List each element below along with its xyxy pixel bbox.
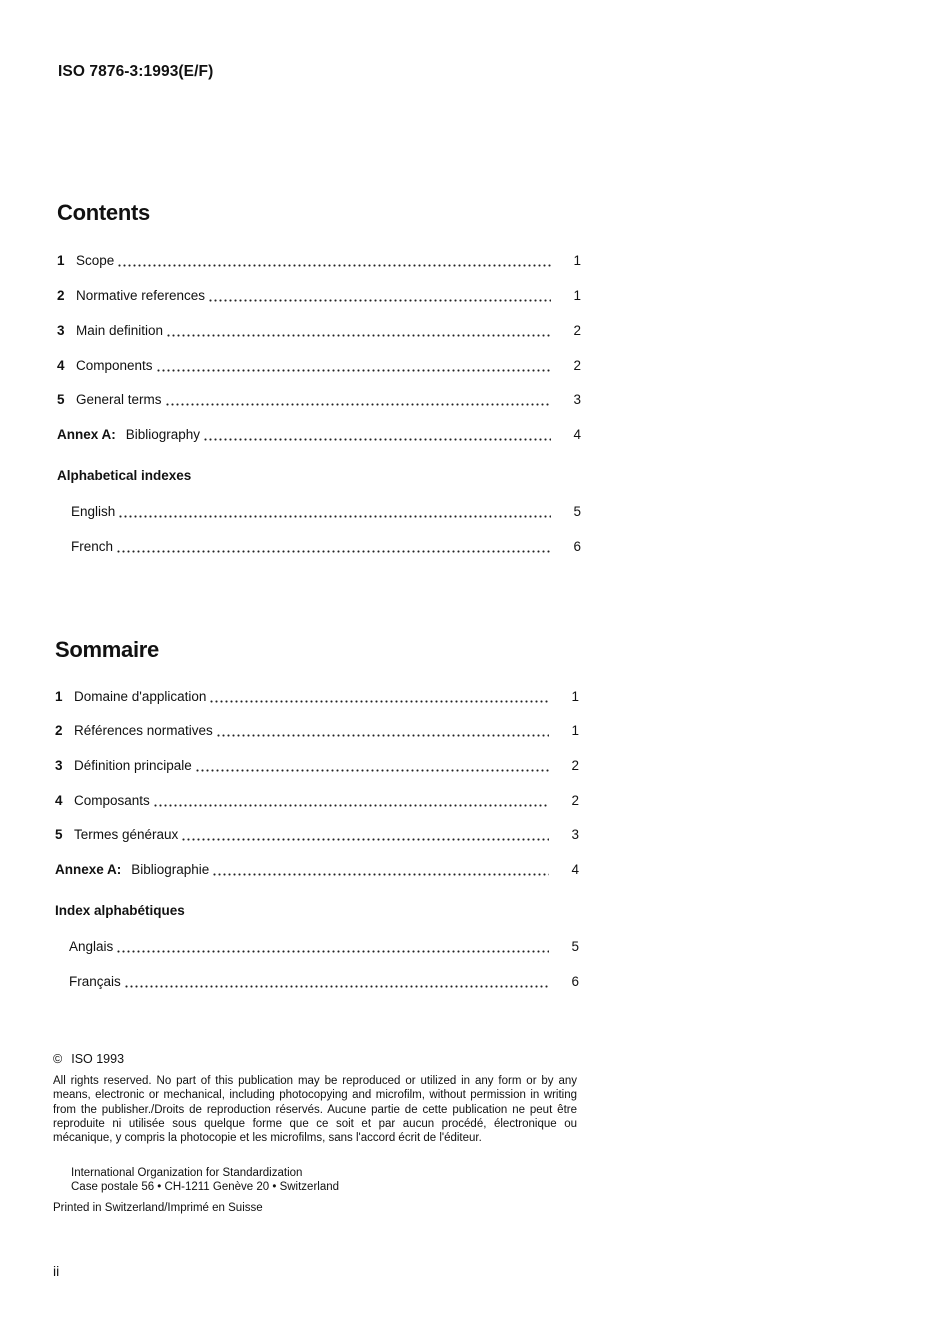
printed-in: Printed in Switzerland/Imprimé en Suisse [53, 1202, 263, 1214]
sommaire-heading: Sommaire [55, 637, 159, 662]
dot-leader [156, 358, 551, 372]
toc-entry-page: 3 [573, 392, 581, 407]
dot-leader [117, 253, 551, 267]
toc-entry-page: 1 [573, 288, 581, 303]
dot-leader [153, 793, 549, 807]
toc-entry-page: 1 [571, 723, 579, 738]
dot-leader [118, 504, 551, 518]
publisher-name: International Organization for Standardization [71, 1167, 303, 1179]
toc-entry-page: 6 [573, 539, 581, 554]
toc-entry[interactable] [55, 688, 579, 706]
copyright-icon: © [53, 1052, 63, 1066]
toc-entry-title: Composants [74, 793, 150, 808]
toc-entry[interactable] [55, 792, 579, 810]
toc-entry-title: Components [76, 358, 153, 373]
toc-entry-number: 2 [57, 288, 65, 303]
toc-entry[interactable] [55, 757, 579, 775]
toc-entry-page: 2 [571, 758, 579, 773]
toc-entry-title: Références normatives [74, 723, 213, 738]
toc-annex-label: Annex A: [57, 427, 116, 442]
index-heading: Alphabetical indexes [57, 468, 192, 483]
toc-entry[interactable] [57, 252, 581, 270]
toc-entry-page: 1 [571, 689, 579, 704]
publisher-address [71, 1166, 339, 1195]
toc-entry-number: 1 [57, 253, 65, 268]
toc-entry-number: 5 [55, 827, 63, 842]
dot-leader [216, 723, 549, 737]
toc-entry-number: 5 [57, 392, 65, 407]
page-number: ii [53, 1263, 60, 1279]
toc-entry-title: Anglais [69, 939, 114, 954]
toc-entry-page: 2 [571, 793, 579, 808]
index-entry[interactable] [57, 538, 581, 556]
toc-entry[interactable] [55, 722, 579, 740]
toc-entry-page: 6 [571, 974, 579, 989]
toc-entry-page: 5 [573, 504, 581, 519]
rights-notice: All rights reserved. No part of this publication may be reproduced or utilized in any form or by any means, electronic or mechanical, including photocopying and microfilm, without permission in writing from the publisher./Droits de reproduction réservés. Aucune partie de cette publication ne peut être reproduite ni utilisée sous quelque forme que ce soit et par aucun procédé, électronique ou mécanique, y compris la photocopie et les microfilms, sans l'accord écrit de l'éditeur. [53, 1075, 577, 1145]
copyright-line [53, 1052, 124, 1066]
toc-entry-number: 2 [55, 723, 63, 738]
toc-entry-title: Bibliography [125, 427, 201, 442]
dot-leader [181, 827, 549, 841]
toc-entry[interactable] [57, 322, 581, 340]
toc-entry-title: Termes généraux [74, 827, 179, 842]
dot-leader [116, 939, 549, 953]
dot-leader [212, 862, 549, 876]
toc-entry-title: Définition principale [74, 758, 192, 773]
index-entry[interactable] [55, 938, 579, 956]
toc-entry-title: English [71, 504, 116, 519]
publisher-postal: Case postale 56 • CH-1211 Genève 20 • Switzerland [71, 1181, 340, 1194]
toc-entry-page: 3 [571, 827, 579, 842]
dot-leader [166, 323, 551, 337]
toc-entry-title: French [71, 539, 114, 554]
toc-entry-title: General terms [76, 392, 162, 407]
toc-annex-label: Annexe A: [55, 862, 122, 877]
toc-entry-number: 4 [55, 793, 63, 808]
toc-annex-entry[interactable] [57, 426, 581, 444]
dot-leader [208, 288, 551, 302]
toc-entry-number: 3 [55, 758, 63, 773]
toc-entry-page: 4 [571, 862, 579, 877]
toc-entry-page: 2 [573, 323, 581, 338]
toc-entry-page: 2 [573, 358, 581, 373]
toc-entry-number: 4 [57, 358, 65, 373]
dot-leader [195, 758, 549, 772]
dot-leader [203, 427, 551, 441]
toc-entry-page: 4 [573, 427, 581, 442]
dot-leader [209, 689, 549, 703]
index-entry[interactable] [57, 503, 581, 521]
toc-entry[interactable] [57, 357, 581, 375]
index-heading: Index alphabétiques [55, 903, 185, 918]
toc-entry-number: 1 [55, 689, 63, 704]
toc-entry[interactable] [57, 287, 581, 305]
document-id: ISO 7876-3:1993(E/F) [58, 63, 214, 80]
toc-entry-title: Français [69, 974, 121, 989]
toc-entry-title: Domaine d'application [74, 689, 207, 704]
dot-leader [124, 974, 549, 988]
toc-annex-entry[interactable] [55, 861, 579, 879]
copyright-text: ISO 1993 [71, 1052, 125, 1066]
toc-entry-page: 1 [573, 253, 581, 268]
dot-leader [116, 539, 551, 553]
toc-entry[interactable] [57, 391, 581, 409]
toc-entry-title: Normative references [76, 288, 206, 303]
contents-heading: Contents [57, 200, 150, 225]
toc-entry-title: Bibliographie [131, 862, 210, 877]
toc-entry-page: 5 [571, 939, 579, 954]
toc-entry-title: Scope [76, 253, 115, 268]
dot-leader [165, 392, 551, 406]
toc-entry[interactable] [55, 826, 579, 844]
toc-entry-title: Main definition [76, 323, 164, 338]
index-entry[interactable] [55, 973, 579, 991]
toc-entry-number: 3 [57, 323, 65, 338]
